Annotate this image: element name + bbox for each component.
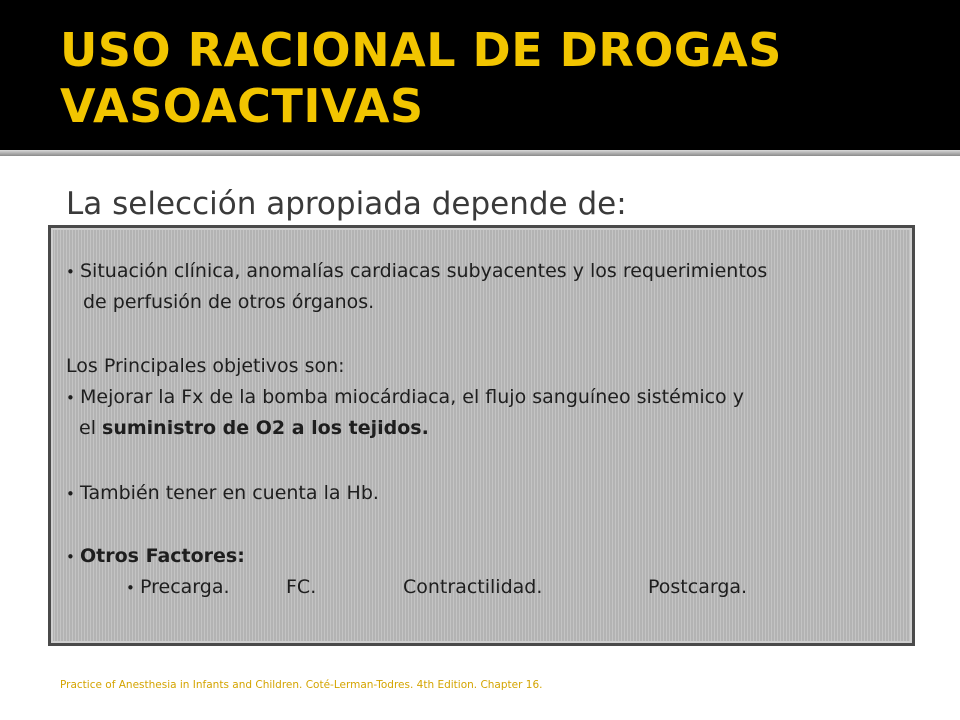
bullet-item-1-line-2: de perfusión de otros órganos. (83, 291, 375, 313)
bullet-item-4 (66, 544, 245, 569)
bullet-icon: • (66, 548, 75, 566)
slide-subtitle: La selección apropiada depende de: (66, 186, 627, 222)
factor-fc: FC. (286, 576, 317, 598)
factor-precarga (126, 575, 230, 600)
title-bar (0, 0, 960, 150)
factors-row (126, 575, 886, 599)
bullet-item-4-text: Otros Factores: (80, 545, 245, 567)
bullet-item-3-text: También tener en cuenta la Hb. (80, 482, 379, 504)
bullet-icon: • (66, 389, 75, 407)
bullet-item-2-prefix: el (79, 417, 103, 439)
bullet-item-1-text: Situación clínica, anomalías cardiacas subyacentes y los requerimientos (80, 260, 768, 282)
bullet-icon: • (66, 485, 75, 503)
bullet-item-1-line-1 (66, 259, 767, 284)
bullet-icon: • (126, 579, 135, 597)
bullet-icon: • (66, 263, 75, 281)
factor-label: Precarga. (140, 576, 230, 598)
bullet-item-2-emphasis: suministro de O2 a los tejidos. (102, 417, 429, 439)
bullet-item-2-line-2 (79, 416, 429, 440)
factor-postcarga: Postcarga. (648, 576, 748, 598)
slide-title: USO RACIONAL DE DROGAS VASOACTIVAS (60, 23, 782, 133)
content-box (48, 225, 915, 646)
objectives-heading: Los Principales objetivos son: (66, 355, 345, 377)
citation: Practice of Anesthesia in Infants and Children. Coté-Lerman-Todres. 4th Edition. Chapter 16. (60, 679, 543, 691)
bullet-item-2-line-1 (66, 385, 744, 410)
bullet-item-3 (66, 481, 379, 506)
bullet-item-2-text: Mejorar la Fx de la bomba miocárdiaca, el flujo sanguíneo sistémico y (80, 386, 744, 408)
title-divider (0, 150, 960, 156)
factor-contractilidad: Contractilidad. (403, 576, 543, 598)
